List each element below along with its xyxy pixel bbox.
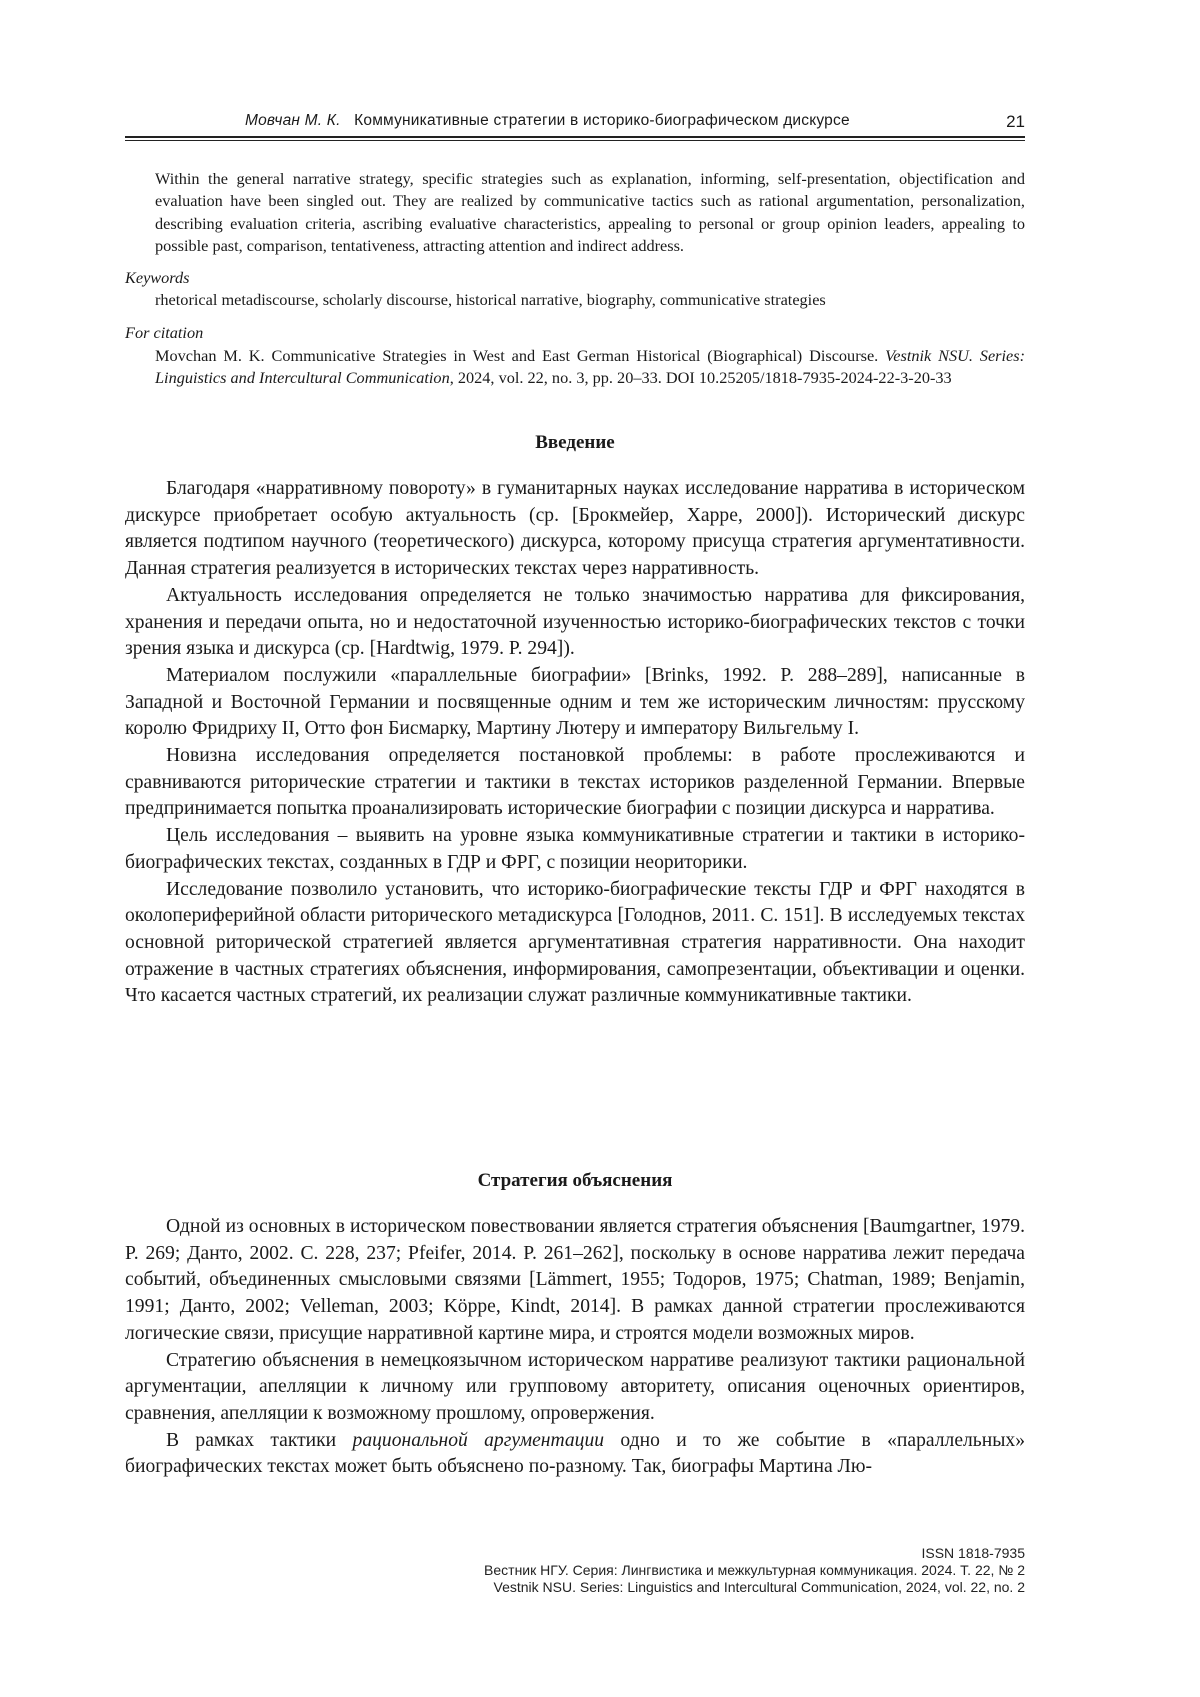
header-rule-thin <box>125 140 1025 141</box>
citation <box>155 345 1025 390</box>
keywords-label: Keywords <box>125 268 190 288</box>
citation-details: , 2024, vol. 22, no. 3, pp. 20–33. DOI 10.25205/1818-7935-2024-22-3-20-33 <box>450 368 952 387</box>
section-heading-intro: Введение <box>125 432 1025 454</box>
header-rule <box>125 136 1025 138</box>
citation-text: Movchan M. K. Communicative Strategies in West and East German Historical (Biographical) Discourse. <box>155 346 885 365</box>
paragraph <box>125 1428 1025 1481</box>
section-heading-explanation: Стратегия объяснения <box>125 1170 1025 1192</box>
citation-label: For citation <box>125 323 203 343</box>
keywords: rhetorical metadiscourse, scholarly discourse, historical narrative, biography, communicative strategies <box>155 290 826 310</box>
section-explanation-body <box>125 1214 1025 1481</box>
footer-journal-ru: Вестник НГУ. Серия: Лингвистика и межкультурная коммуникация. 2024. Т. 22, № 2 <box>484 1562 1025 1579</box>
paragraph: Материалом послужили «параллельные биографии» [Brinks, 1992. P. 288–289], написанные в Западной и Восточной Германии и посвященные одним и тем же историческим личностям: прусскому королю Фридриху II, Отто фон Бисмарку, Мартину Лютеру и императору Вильгельму I. <box>125 663 1025 743</box>
page-number: 21 <box>1006 112 1025 132</box>
italic-term: рациональной аргументации <box>353 1430 605 1451</box>
abstract: Within the general narrative strategy, specific strategies such as explanation, informing, self-presentation, objectification and evaluation have been singled out. They are realized by communicative tactics such as rational argumentation, personalization, describing evaluation criteria, ascribing evaluative characteristics, appealing to personal or group opinion leaders, appealing to possible past, comparison, tentativeness, attracting attention and indirect address. <box>155 168 1025 258</box>
footer-issn: ISSN 1818-7935 <box>484 1545 1025 1562</box>
citation-journal: Vestnik NSU. Series: Linguistics and Intercultural Communication <box>155 346 1025 387</box>
paragraph: Стратегию объяснения в немецкоязычном историческом нарративе реализуют тактики рациональной аргументации, апелляции к личному или групповому авторитету, описания оценочных ориентиров, сравнения, апелляции к возможному прошлому, опровержения. <box>125 1348 1025 1428</box>
footer-journal-en: Vestnik NSU. Series: Linguistics and Intercultural Communication, 2024, vol. 22, no. 2 <box>484 1579 1025 1596</box>
paragraph: Цель исследования – выявить на уровне языка коммуникативные стратегии и тактики в историко-биографических текстах, созданных в ГДР и ФРГ, с позиции неориторики. <box>125 823 1025 876</box>
text: В рамках тактики <box>166 1430 353 1451</box>
header-author: Мовчан М. К. <box>245 112 341 129</box>
running-title <box>245 112 850 130</box>
header-title: Коммуникативные стратегии в историко-биографическом дискурсе <box>354 112 850 129</box>
paragraph: Новизна исследования определяется постановкой проблемы: в работе прослеживаются и сравниваются риторические стратегии и тактики в текстах историков разделенной Германии. Впервые предпринимается попытка проанализировать исторические биографии с позиции дискурса и нарратива. <box>125 743 1025 823</box>
section-intro-body <box>125 476 1025 1010</box>
paragraph: Исследование позволило установить, что историко-биографические тексты ГДР и ФРГ находятся в околопериферийной области риторического метадискурса [Голоднов, 2011. С. 151]. В исследуемых текстах основной риторической стратегией является аргументативная стратегия нарративности. Она находит отражение в частных стратегиях объяснения, информирования, самопрезентации, объективации и оценки. Что касается частных стратегий, их реализации служат различные коммуникативные тактики. <box>125 877 1025 1011</box>
paragraph: Актуальность исследования определяется не только значимостью нарратива для фиксирования, хранения и передачи опыта, но и недостаточной изученностью историко-биографических текстов с точки зрения языка и дискурса (ср. [Hardtwig, 1979. P. 294]). <box>125 583 1025 663</box>
paragraph: Благодаря «нарративному повороту» в гуманитарных науках исследование нарратива в историческом дискурсе приобретает особую актуальность (ср. [Брокмейер, Харре, 2000]). Исторический дискурс является подтипом научного (теоретического) дискурса, которому присуща стратегия аргументативности. Данная стратегия реализуется в исторических текстах через нарративность. <box>125 476 1025 583</box>
paragraph: Одной из основных в историческом повествовании является стратегия объяснения [Baumgartner, 1979. P. 269; Данто, 2002. С. 228, 237; Pfeifer, 2014. P. 261–262], поскольку в основе нарратива лежит передача событий, объединенных смысловыми связями [Lämmert, 1955; Тодоров, 1975; Chatman, 1989; Benjamin, 1991; Данто, 2002; Velleman, 2003; Köppe, Kindt, 2014]. В рамках данной стратегии прослеживаются логические связи, присущие нарративной картине мира, и строятся модели возможных миров. <box>125 1214 1025 1348</box>
page-footer <box>484 1545 1025 1596</box>
text: одно и то же событие в «параллельных» биографических текстах может быть объяснено по-разному. Так, биографы Мартина Лю- <box>125 1430 1025 1478</box>
